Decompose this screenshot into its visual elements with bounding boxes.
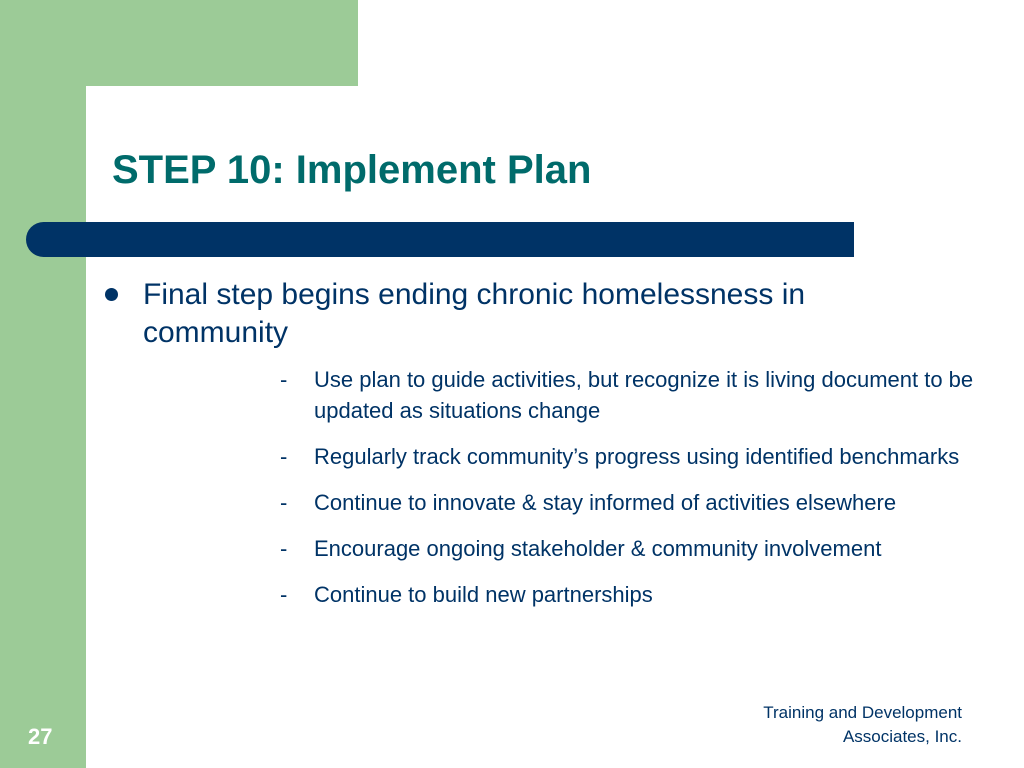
dash-icon: - (280, 582, 288, 607)
slide-title: STEP 10: Implement Plan (112, 148, 592, 192)
dash-icon: - (280, 444, 288, 469)
dash-icon: - (280, 536, 288, 561)
sub-bullet-item (270, 579, 990, 610)
footer-company (662, 701, 962, 749)
green-side-panel (0, 0, 86, 768)
sub-bullet-item (270, 533, 990, 564)
dash-icon: - (280, 490, 288, 515)
sub-bullet-item (270, 487, 990, 518)
sub-bullet-text: Encourage ongoing stakeholder & community involvement (314, 536, 882, 561)
title-underline-bar (26, 222, 854, 257)
sub-bullet-text: Continue to innovate & stay informed of activities elsewhere (314, 490, 897, 515)
sub-bullet-item (270, 364, 990, 426)
sub-bullet-text: Continue to build new partnerships (314, 582, 653, 607)
main-bullet-text: Final step begins ending chronic homelessness in community (143, 278, 806, 349)
footer-line-2: Associates, Inc. (842, 727, 962, 746)
sub-bullet-item (270, 441, 990, 472)
sub-bullet-text: Use plan to guide activities, but recognize it is living document to be updated as situations change (314, 367, 974, 423)
bullet-dot-icon (105, 288, 118, 301)
dash-icon: - (280, 367, 288, 392)
sub-bullet-text: Regularly track community’s progress using identified benchmarks (314, 444, 960, 469)
slide-number: 27 (28, 724, 53, 749)
green-top-panel (0, 0, 358, 86)
sub-bullet-list (270, 364, 990, 625)
footer-line-1: Training and Development (763, 703, 962, 722)
